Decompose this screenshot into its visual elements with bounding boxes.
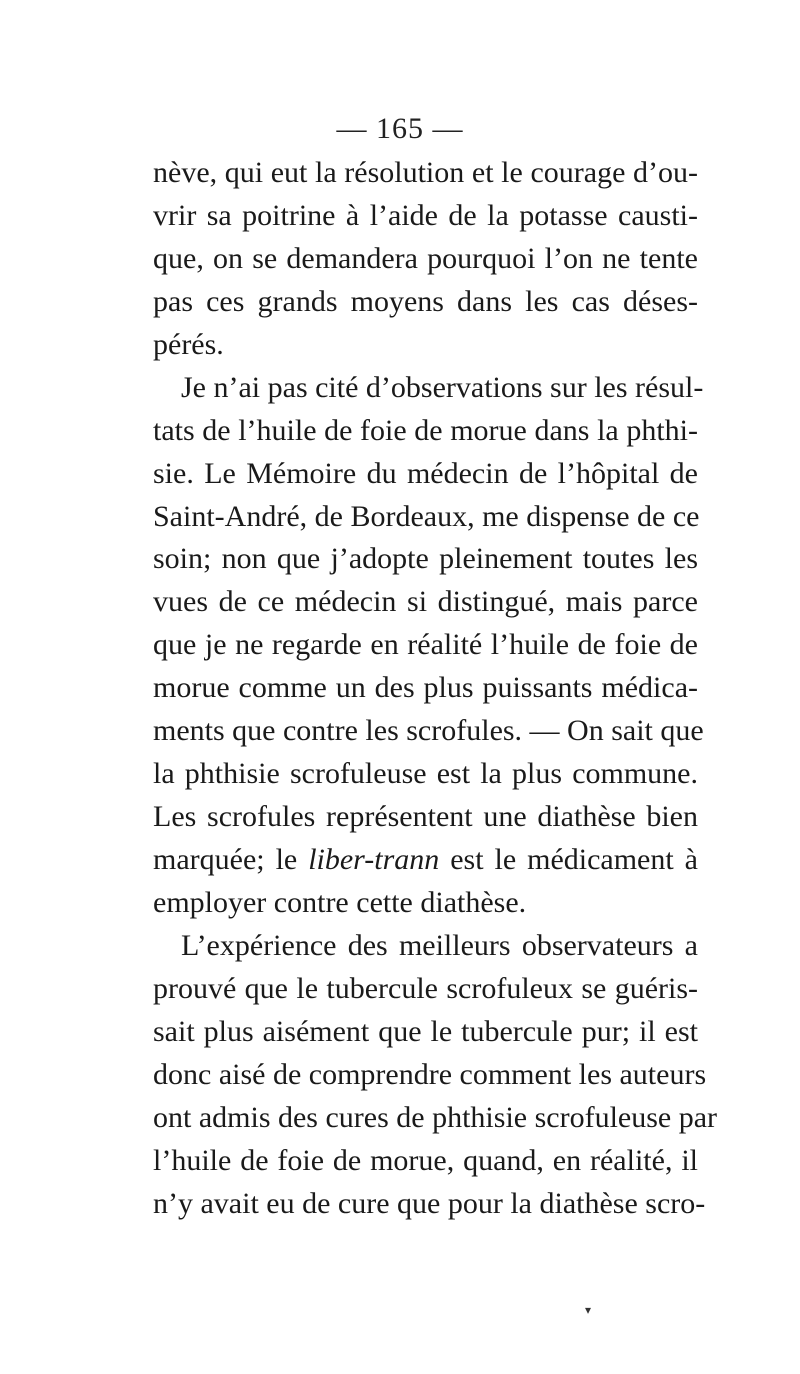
text-line: nève, qui eut la résolution et le courage d’ou-	[153, 156, 698, 189]
text-line: l’huile de foie de morue, quand, en réalité, il	[153, 1143, 698, 1177]
text-line: pas ces grands moyens dans les cas déses-	[153, 284, 698, 318]
text-segment: est le médicament à	[439, 843, 698, 876]
text-line: la phthisie scrofuleuse est la plus commune.	[153, 757, 698, 791]
text-line: sie. Le Mémoire du médecin de l’hôpital de	[153, 456, 698, 490]
text-line: que je ne regarde en réalité l’huile de foie de	[153, 628, 698, 662]
body-text	[153, 152, 718, 1225]
text-segment: marquée; le	[153, 843, 309, 876]
text-line: n’y avait eu de cure que pour la diathèse scro-	[153, 1186, 706, 1220]
text-line: que, on se demandera pourquoi l’on ne tente	[153, 241, 698, 275]
text-line: sait plus aisément que le tubercule pur; il est	[153, 1014, 698, 1048]
text-line: Saint-André, de Bordeaux, me dispense de ce	[153, 499, 700, 533]
text-line: ont admis des cures de phthisie scrofuleuse par	[153, 1100, 718, 1134]
text-line: pérés.	[153, 327, 224, 361]
text-line	[153, 839, 698, 882]
text-line: prouvé que le tubercule scrofuleux se guéris-	[153, 971, 698, 1005]
text-line: employer contre cette diathèse.	[153, 885, 527, 919]
text-line: tats de l’huile de foie de morue dans la phthi-	[153, 413, 698, 447]
text-line: soin; non que j’adopte pleinement toutes les	[153, 542, 698, 576]
text-line: donc aisé de comprendre comment les auteurs	[153, 1057, 707, 1091]
text-line: ments que contre les scrofules. — On sait que	[153, 714, 704, 748]
text-line: vues de ce médecin si distingué, mais parce	[153, 585, 698, 619]
text-line: morue comme un des plus puissants médica-	[153, 671, 698, 705]
text-line: vrir sa poitrine à l’aide de la potasse causti-	[153, 198, 698, 232]
text-line: Je n’ai pas cité d’observations sur les résul-	[181, 370, 704, 404]
signature-mark: ▾	[585, 1303, 592, 1317]
text-line: L’expérience des meilleurs observateurs a	[181, 928, 698, 962]
page-number: — 165 —	[336, 112, 464, 145]
text-line: Les scrofules représentent une diathèse bien	[153, 800, 698, 834]
italic-term: liber-trann	[308, 843, 440, 876]
